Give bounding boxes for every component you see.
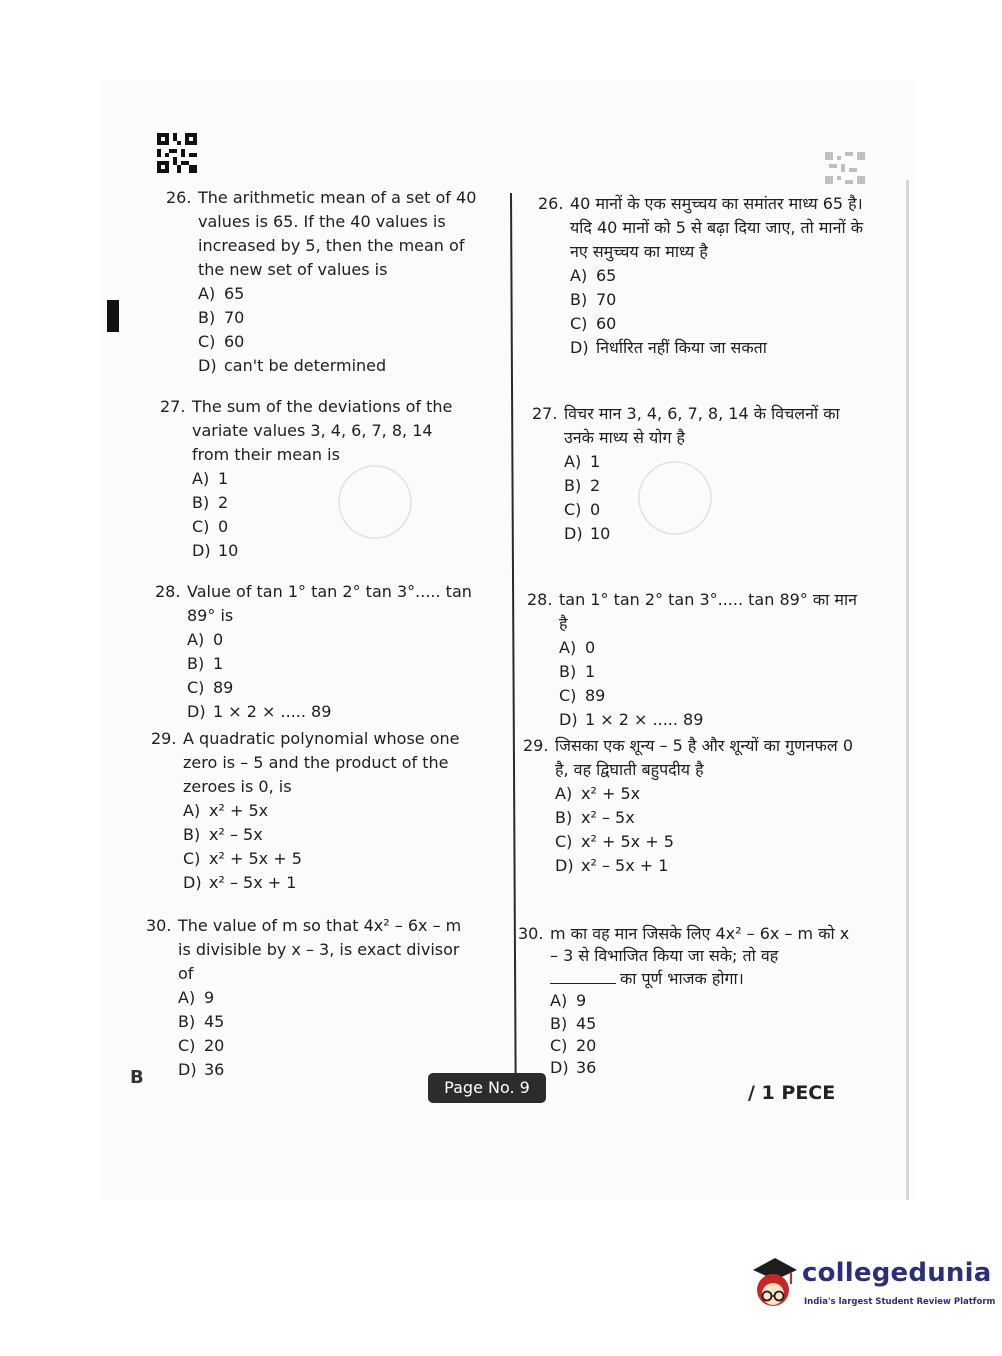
option-c: C) 60 [198, 332, 245, 351]
question-hi-29 [523, 734, 855, 878]
question-number: 27. [160, 397, 186, 416]
question-stem: The value of m so that 4x² – 6x – m is divisible by x – 3, is exact divisor of [178, 916, 462, 983]
option-d: D) can't be determined [198, 356, 387, 375]
option-a: A) 65 [570, 266, 617, 285]
question-stem: tan 1° tan 2° tan 3°..... tan 89° का मान है [559, 590, 858, 633]
option-b: B) 70 [198, 308, 245, 327]
page-number-label: Page No. 9 [428, 1073, 546, 1103]
question-stem: The sum of the deviations of the variate values 3, 4, 6, 7, 8, 14 from their mean is [192, 397, 453, 464]
option-b: B) 2 [192, 493, 229, 512]
option-d: D) 1 × 2 × ..... 89 [559, 710, 704, 729]
option-d: D) 1 × 2 × ..... 89 [187, 702, 332, 721]
question-stem: A quadratic polynomial whose one zero is – 5 and the product of the zeroes is 0, is [183, 729, 460, 796]
option-b: B) 1 [187, 654, 224, 673]
timing-mark [107, 300, 119, 332]
question-number: 30. [146, 916, 172, 935]
option-a: A) 1 [564, 452, 601, 471]
question-stem: जिसका एक शून्य – 5 है और शून्यों का गुणनफल 0 है, वह द्विघाती बहुपदीय है [555, 736, 854, 779]
booklet-code-right: / 1 PECE [748, 1082, 836, 1104]
question-number: 29. [523, 736, 549, 755]
collegedunia-logo-text: collegedunia [802, 1258, 992, 1288]
question-stem: m का वह मान जिसके लिए 4x² – 6x – m को x – 3 से विभाजित किया जा सके; तो वह का पूर्ण भाजक होगा। [550, 924, 850, 988]
option-a: A) 65 [198, 284, 245, 303]
option-b: B) 45 [178, 1012, 225, 1031]
sheet-edge-shadow [906, 180, 909, 1200]
option-c: C) x² + 5x + 5 [555, 832, 674, 851]
option-c: C) 0 [564, 500, 601, 519]
option-c: C) x² + 5x + 5 [183, 849, 302, 868]
question-stem: विचर मान 3, 4, 6, 7, 8, 14 के विचलनों का उनके माध्य से योग है [564, 404, 840, 447]
option-d: D) x² – 5x + 1 [183, 873, 297, 892]
answer-blank [550, 971, 616, 984]
option-b: B) 70 [570, 290, 617, 309]
question-number: 30. [518, 924, 544, 943]
qr-code-icon [157, 133, 197, 173]
question-en-29 [151, 727, 483, 895]
question-stem: Value of tan 1° tan 2° tan 3°..... tan 89° is [187, 582, 472, 625]
option-d: D) निर्धारित नहीं किया जा सकता [570, 338, 767, 357]
question-en-28 [155, 580, 487, 724]
option-b: B) x² – 5x [183, 825, 263, 844]
booklet-code-left: B [130, 1067, 144, 1088]
question-number: 28. [527, 590, 553, 609]
option-a: A) 9 [550, 991, 587, 1011]
question-hi-28 [527, 588, 859, 732]
question-number: 26. [166, 188, 192, 207]
option-a: A) 9 [178, 988, 215, 1007]
option-a: A) 0 [559, 638, 596, 657]
option-d: D) 10 [192, 541, 239, 560]
option-b: B) 2 [564, 476, 601, 495]
question-hi-27 [532, 402, 854, 546]
question-number: 29. [151, 729, 177, 748]
question-en-27 [160, 395, 472, 563]
option-a: A) 0 [187, 630, 224, 649]
question-number: 27. [532, 404, 558, 423]
option-a: A) x² + 5x [555, 784, 641, 803]
option-c: C) 89 [187, 678, 234, 697]
faded-qr-code-icon [825, 152, 865, 188]
option-d: D) 10 [564, 524, 611, 543]
question-hi-30 [518, 923, 850, 1080]
question-number: 26. [538, 194, 564, 213]
option-d: D) 36 [550, 1058, 597, 1078]
option-b: B) 45 [550, 1013, 597, 1033]
question-en-30 [146, 914, 478, 1082]
option-c: C) 20 [178, 1036, 225, 1055]
option-a: A) x² + 5x [183, 801, 269, 820]
option-d: D) x² – 5x + 1 [555, 856, 669, 875]
option-a: A) 1 [192, 469, 229, 488]
option-b: B) 1 [559, 662, 596, 681]
option-c: C) 20 [550, 1035, 597, 1055]
option-c: C) 89 [559, 686, 606, 705]
option-c: C) 60 [570, 314, 617, 333]
option-d: D) 36 [178, 1060, 225, 1079]
question-stem: 40 मानों के एक समुच्चय का समांतर माध्य 65 है। यदि 40 मानों को 5 से बढ़ा दिया जाए, तो मानों के नए समुच्चय का माध्य है [570, 194, 863, 261]
question-hi-26 [538, 192, 870, 360]
question-number: 28. [155, 582, 181, 601]
question-en-26 [166, 186, 494, 378]
option-c: C) 0 [192, 517, 229, 536]
question-stem: The arithmetic mean of a set of 40 values is 65. If the 40 values is increased by 5, then the mean of the new set of values is [198, 188, 477, 279]
collegedunia-tagline: India's largest Student Review Platform [804, 1297, 996, 1307]
option-b: B) x² – 5x [555, 808, 635, 827]
